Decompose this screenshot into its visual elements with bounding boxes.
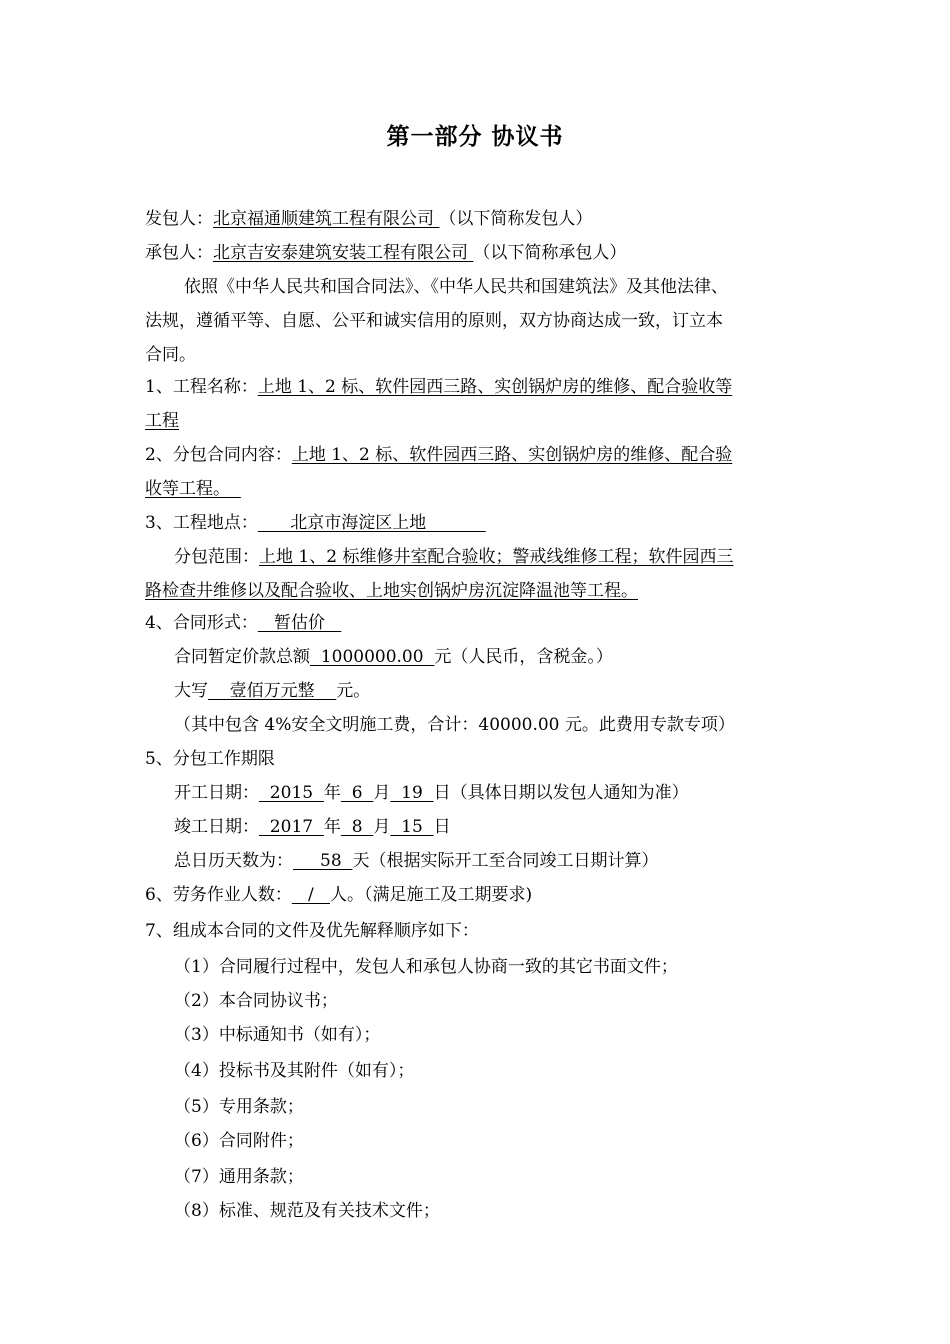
subcontract-content-line-2 — [145, 478, 241, 500]
contractor-name: 北京吉安泰建筑安装工程有限公司 — [213, 243, 474, 263]
subcontract-content-value: 上地 1、2 标、软件园西三路、实创锅炉房的维修、配合验 — [291, 445, 733, 465]
document-item: （6）合同附件； — [174, 1131, 304, 1151]
labor-count-label: 6、劳务作业人数： — [145, 885, 292, 905]
contractor-suffix: （以下简称承包人） — [473, 243, 627, 263]
completion-day: 15 — [390, 817, 434, 837]
document-item: （4）投标书及其附件（如有）； — [174, 1061, 415, 1081]
project-location-value: 北京市海淀区上地 — [257, 513, 486, 533]
subcontract-content-label: 2、分包合同内容： — [145, 445, 292, 465]
project-location-line — [145, 512, 486, 534]
document-item: （7）通用条款； — [174, 1167, 304, 1187]
contract-price-line — [174, 646, 613, 668]
document-item: （1）合同履行过程中，发包人和承包人协商一致的其它书面文件； — [174, 957, 678, 977]
completion-month-unit: 月 — [373, 817, 391, 837]
scope-value-cont: 路检查井维修以及配合验收、上地实创锅炉房沉淀降温池等工程。 — [145, 581, 638, 601]
contract-price-caps-suffix: 元。 — [336, 681, 371, 701]
contract-form-line — [145, 612, 341, 634]
project-name-value-cont: 工程 — [145, 411, 179, 431]
employer-name: 北京福通顺建筑工程有限公司 — [213, 209, 440, 229]
start-year: 2015 — [259, 783, 324, 803]
scope-label: 分包范围： — [174, 547, 259, 567]
total-days-note: 天（根据实际开工至合同竣工日期计算） — [352, 851, 659, 871]
completion-date-label: 竣工日期： — [174, 817, 259, 837]
start-month-unit: 月 — [373, 783, 391, 803]
project-name-label: 1、工程名称： — [145, 377, 258, 397]
start-date-label: 开工日期： — [174, 783, 259, 803]
subcontract-content-value-cont: 收等工程。 — [145, 479, 241, 499]
contract-price-suffix: 元（人民币，含税金。） — [434, 647, 613, 667]
subcontract-content-line — [145, 444, 732, 466]
safety-fee-note: （其中包含 4%安全文明施工费，合计：40000.00 元。此费用专款专项） — [174, 715, 735, 735]
project-name-value: 上地 1、2 标、软件园西三路、实创锅炉房的维修、配合验收等 — [257, 377, 733, 397]
contractor-line — [145, 242, 626, 264]
completion-date-note: 日 — [433, 817, 451, 837]
document-item: （8）标准、规范及有关技术文件； — [174, 1201, 440, 1221]
project-name-line-2 — [145, 410, 179, 432]
completion-year-unit: 年 — [323, 817, 341, 837]
start-date-line — [174, 782, 689, 804]
document-item: （5）专用条款； — [174, 1097, 304, 1117]
labor-count-line — [145, 884, 532, 906]
contract-price-label: 合同暂定价款总额 — [174, 647, 310, 667]
document-title: 第一部分 协议书 — [386, 123, 564, 150]
preamble-line-2: 法规，遵循平等、自愿、公平和诚实信用的原则，双方协商达成一致，订立本 — [145, 311, 723, 331]
completion-month: 8 — [340, 817, 374, 837]
contract-price-caps-value: 壹佰万元整 — [208, 681, 337, 701]
total-days-label: 总日历天数为： — [174, 851, 293, 871]
project-location-label: 3、工程地点： — [145, 513, 258, 533]
employer-suffix: （以下简称发包人） — [439, 209, 593, 229]
start-date-note: 日（具体日期以发包人通知为准） — [433, 783, 689, 803]
preamble-line-3: 合同。 — [145, 345, 196, 365]
start-month: 6 — [340, 783, 374, 803]
employer-label: 发包人： — [145, 209, 213, 229]
project-name-line — [145, 376, 732, 398]
completion-date-line — [174, 816, 451, 838]
employer-line — [145, 208, 592, 230]
document-item: （2）本合同协议书； — [174, 991, 338, 1011]
start-day: 19 — [390, 783, 434, 803]
completion-year: 2017 — [259, 817, 324, 837]
documents-heading: 7、组成本合同的文件及优先解释顺序如下： — [145, 921, 479, 941]
labor-count-value: / — [291, 885, 330, 905]
labor-count-suffix: 人。（满足施工及工期要求) — [329, 885, 533, 905]
contract-form-value: 暂估价 — [257, 613, 342, 633]
total-days-line — [174, 850, 658, 872]
scope-line — [174, 546, 733, 568]
contract-price-value: 1000000.00 — [310, 647, 435, 667]
document-item: （3）中标通知书（如有）； — [174, 1025, 381, 1045]
scope-value: 上地 1、2 标维修井室配合验收；警戒线维修工程；软件园西三 — [259, 547, 734, 567]
contract-form-label: 4、合同形式： — [145, 613, 258, 633]
contract-price-caps-line — [174, 680, 370, 702]
contract-price-caps-label: 大写 — [174, 681, 208, 701]
contractor-label: 承包人： — [145, 243, 213, 263]
scope-line-2 — [145, 580, 638, 602]
preamble-line-1: 依照《中华人民共和国合同法》、《中华人民共和国建筑法》及其他法律、 — [184, 277, 728, 297]
work-period-heading: 5、分包工作期限 — [145, 749, 275, 769]
start-year-unit: 年 — [323, 783, 341, 803]
total-days-value: 58 — [293, 851, 353, 871]
